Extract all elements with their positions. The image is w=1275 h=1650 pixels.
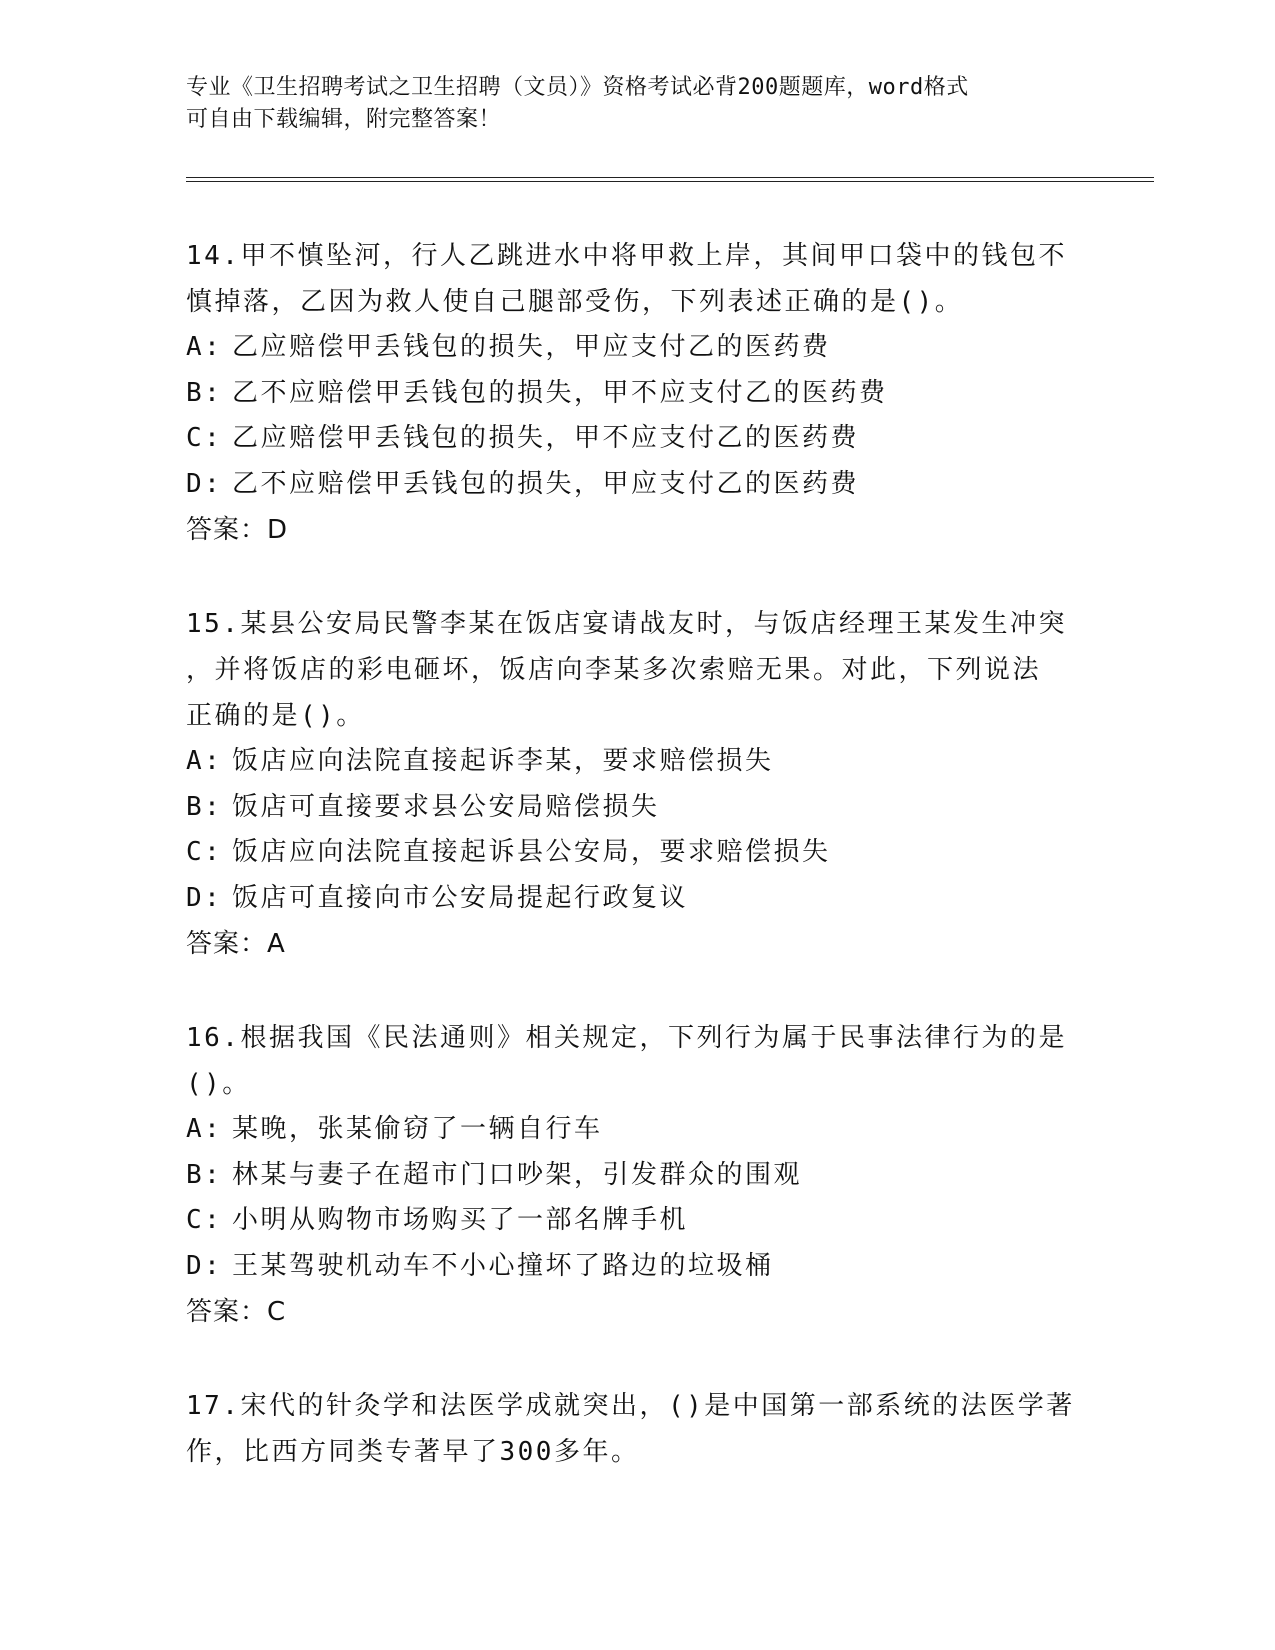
question-text-line: 正确的是()。 [186,701,365,731]
option-b [186,371,1086,417]
option-letter: D: [186,1250,223,1281]
question-text-line: 慎掉落，乙因为救人使自己腿部受伤，下列表述正确的是()。 [186,287,964,317]
option-letter: B: [186,791,223,822]
option-text: 小明从购物市场购买了一部名牌手机 [232,1205,689,1235]
option-letter: A: [186,1114,223,1144]
option-c [186,830,1086,876]
answer-label: 答案：C [186,1297,287,1327]
option-d [186,1244,1086,1290]
option-letter: C: [186,837,223,867]
header-line-1: 专业《卫生招聘考试之卫生招聘（文员）》资格考试必背200题题库，word格式 [186,75,969,100]
option-letter: B: [186,377,223,408]
option-text: 饭店可直接向市公安局提起行政复议 [232,882,689,913]
option-b [186,785,1086,831]
question-15 [186,601,1086,967]
option-letter: D: [186,468,223,499]
option-d [186,876,1086,922]
option-text: 林某与妻子在超市门口吵架，引发群众的围观 [232,1159,803,1190]
option-b [186,1153,1086,1199]
option-text: 饭店应向法院直接起诉李某，要求赔偿损失 [232,746,774,776]
option-text: 某晚，张某偷窃了一辆自行车 [232,1114,603,1144]
option-a [186,325,1086,371]
option-a [186,1107,1086,1153]
question-17 [186,1383,1086,1475]
option-d [186,462,1086,508]
header-divider [186,177,1154,182]
option-letter: C: [186,423,223,453]
option-letter: A: [186,332,223,362]
question-text-line: 16.根据我国《民法通则》相关规定，下列行为属于民事法律行为的是 [186,1023,1067,1053]
question-text-line: ()。 [186,1069,251,1099]
option-c [186,416,1086,462]
option-letter: D: [186,882,223,913]
answer-label: 答案：D [186,515,289,545]
option-letter: B: [186,1159,223,1190]
header-line-2: 可自由下载编辑，附完整答案！ [186,107,502,132]
option-text: 饭店应向法院直接起诉县公安局，要求赔偿损失 [232,837,831,867]
question-text-line: ，并将饭店的彩电砸坏，饭店向李某多次索赔无果。对此，下列说法 [186,655,1042,685]
option-text: 乙不应赔偿甲丢钱包的损失，甲应支付乙的医药费 [232,468,860,499]
option-letter: A: [186,746,223,776]
option-text: 乙不应赔偿甲丢钱包的损失，甲不应支付乙的医药费 [232,377,888,408]
question-text-line: 作，比西方同类专著早了300多年。 [186,1437,640,1467]
question-16 [186,1015,1086,1335]
option-letter: C: [186,1205,223,1235]
option-text: 乙应赔偿甲丢钱包的损失，甲不应支付乙的医药费 [232,423,860,453]
question-list [186,233,1086,1523]
option-text: 王某驾驶机动车不小心撞坏了路边的垃圾桶 [232,1250,774,1281]
question-14 [186,233,1086,553]
question-text-line: 14.甲不慎坠河，行人乙跳进水中将甲救上岸，其间甲口袋中的钱包不 [186,241,1067,271]
option-text: 乙应赔偿甲丢钱包的损失，甲应支付乙的医药费 [232,332,831,362]
option-c [186,1198,1086,1244]
document-header [186,72,1066,136]
option-a [186,739,1086,785]
option-text: 饭店可直接要求县公安局赔偿损失 [232,791,660,822]
answer-label: 答案：A [186,929,286,959]
question-text-line: 17.宋代的针灸学和法医学成就突出，()是中国第一部系统的法医学著 [186,1391,1075,1421]
question-text-line: 15.某县公安局民警李某在饭店宴请战友时，与饭店经理王某发生冲突 [186,609,1067,639]
